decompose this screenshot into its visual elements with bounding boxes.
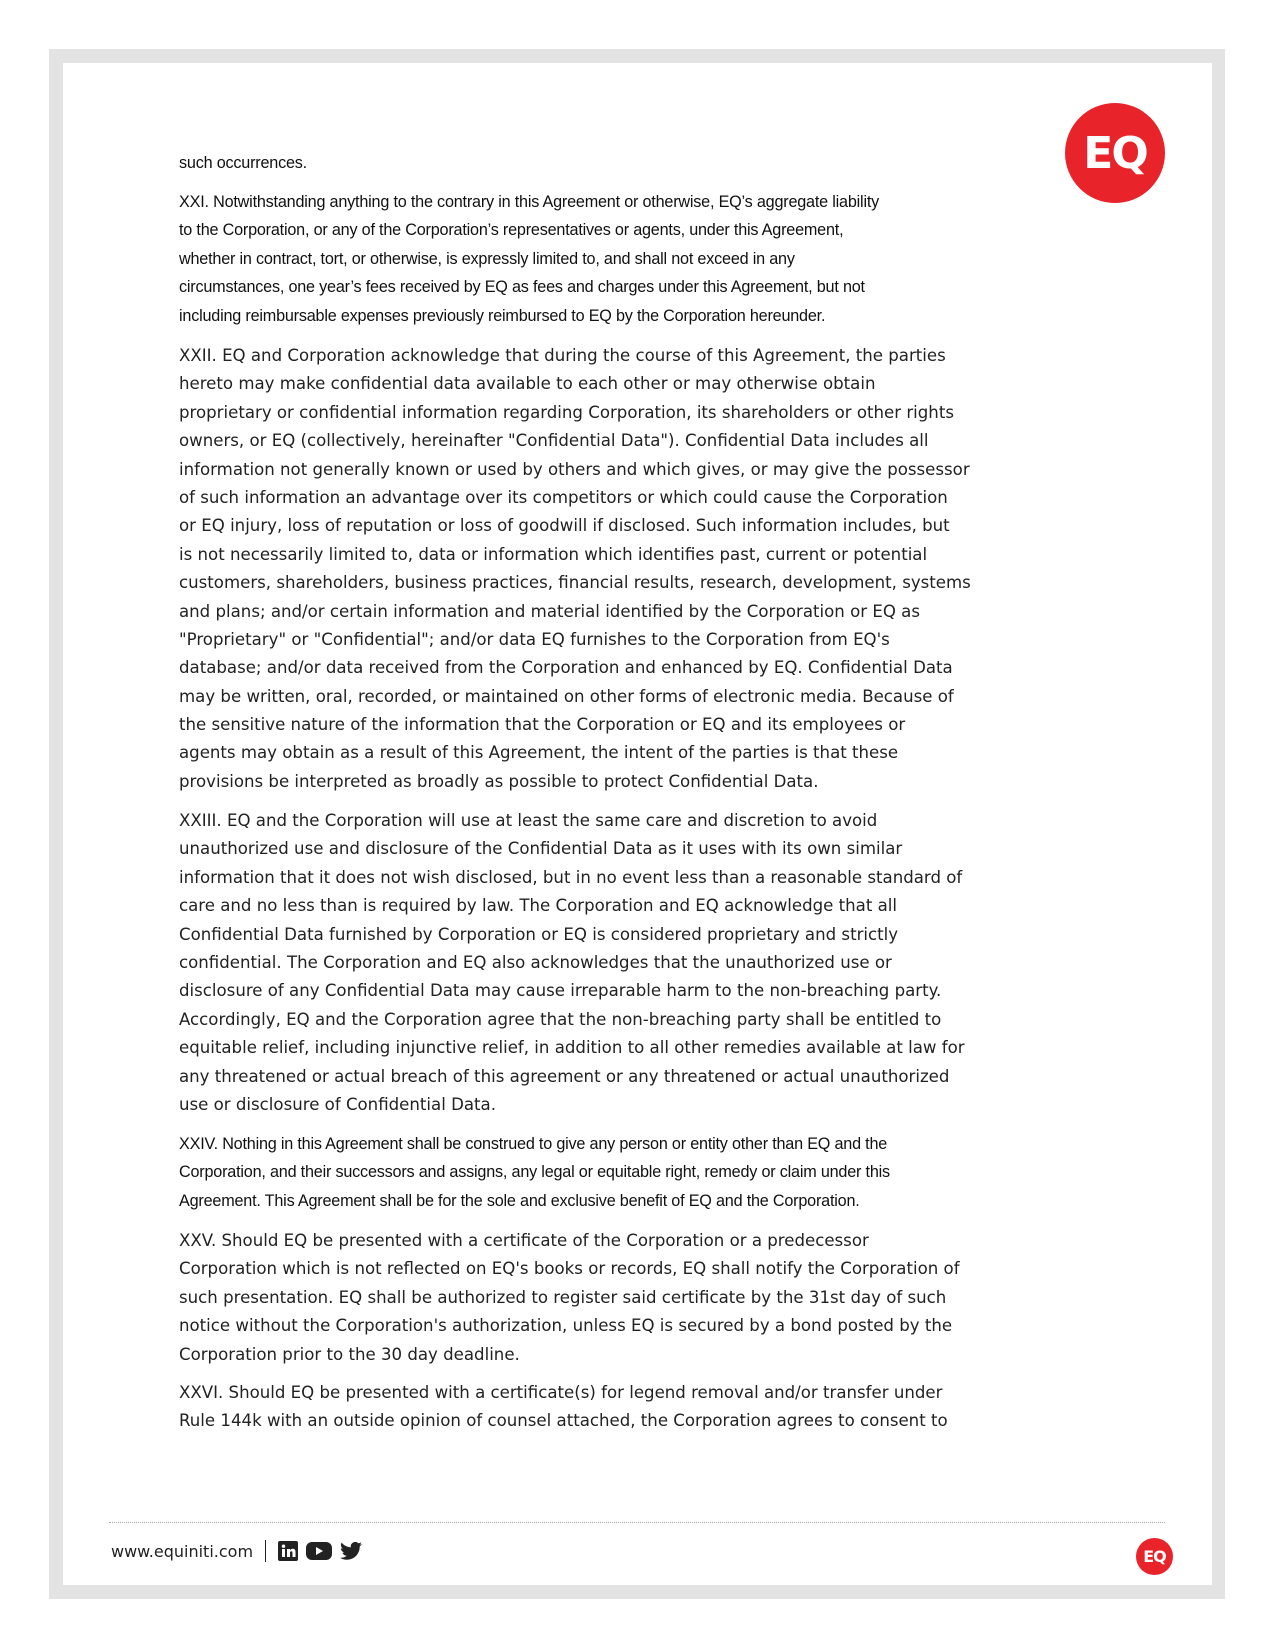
paragraph-line: hereto may make confidential data available to each other or may otherwise obtain — [179, 374, 876, 394]
paragraph-line: information not generally known or used by others and which gives, or may give the possessor — [179, 459, 970, 479]
paragraph-line: and plans; and/or certain information and material identified by the Corporation or EQ as — [179, 601, 920, 621]
twitter-icon[interactable] — [340, 1541, 362, 1561]
paragraph-line: XXIII. EQ and the Corporation will use at least the same care and discretion to avoid — [179, 811, 878, 830]
paragraph — [179, 188, 1079, 330]
paragraph-line: Accordingly, EQ and the Corporation agree that the non-breaching party shall be entitled to — [179, 1009, 942, 1029]
footer-divider — [109, 1522, 1165, 1523]
paragraph-line: to the Corporation, or any of the Corporation’s representatives or agents, under this Agreement, — [179, 221, 844, 240]
paragraph-line: circumstances, one year’s fees received by EQ as fees and charges under this Agreement, but not — [179, 278, 865, 297]
paragraph-line: of such information an advantage over its competitors or which could cause the Corporation — [179, 487, 948, 507]
paragraph-line: XXII. EQ and Corporation acknowledge that during the course of this Agreement, the parties — [179, 346, 946, 365]
youtube-icon[interactable] — [306, 1541, 332, 1561]
paragraph-line: XXIV. Nothing in this Agreement shall be construed to give any person or entity other than EQ and the — [179, 1135, 888, 1153]
paragraph-line: Corporation, and their successors and assigns, any legal or equitable right, remedy or claim under this — [179, 1163, 890, 1182]
paragraph-line: confidential. The Corporation and EQ also acknowledges that the unauthorized use or — [179, 952, 892, 972]
paragraph-line: any threatened or actual breach of this agreement or any threatened or actual unauthorized — [179, 1066, 950, 1086]
paragraph-line: customers, shareholders, business practices, financial results, research, development, systems — [179, 573, 971, 593]
paragraph-line: may be written, oral, recorded, or maintained on other forms of electronic media. Because of — [179, 686, 954, 706]
eq-logo: EQ — [1065, 103, 1165, 203]
paragraph-line: care and no less than is required by law. The Corporation and EQ acknowledge that all — [179, 896, 897, 916]
paragraph-line: agents may obtain as a result of this Agreement, the intent of the parties is that these — [179, 743, 899, 763]
paragraph-line: XXI. Notwithstanding anything to the contrary in this Agreement or otherwise, EQ’s aggregate liability — [179, 193, 880, 211]
paragraph-line: notice without the Corporation's authorization, unless EQ is secured by a bond posted by the — [179, 1316, 953, 1336]
paragraph-line: use or disclosure of Confidential Data. — [179, 1094, 496, 1114]
footer-separator — [265, 1540, 266, 1562]
eq-footer-logo: EQ — [1136, 1538, 1173, 1575]
paragraph — [179, 342, 1079, 796]
footer — [111, 1540, 362, 1562]
paragraph-line: XXV. Should EQ be presented with a certificate of the Corporation or a predecessor — [179, 1231, 869, 1250]
paragraph-line: Agreement. This Agreement shall be for the sole and exclusive benefit of EQ and the Corporation. — [179, 1191, 860, 1210]
paragraph-line: Rule 144k with an outside opinion of counsel attached, the Corporation agrees to consent to — [179, 1411, 948, 1431]
paragraph-line: information that it does not wish disclosed, but in no event less than a reasonable standard of — [179, 867, 963, 887]
paragraph-line: Confidential Data furnished by Corporation or EQ is considered proprietary and strictly — [179, 924, 899, 944]
paragraph — [179, 149, 1079, 177]
paragraph-line: proprietary or confidential information regarding Corporation, its shareholders or other rights — [179, 402, 954, 422]
paragraph-line: is not necessarily limited to, data or information which identifies past, current or potential — [179, 544, 928, 564]
paragraph-line: or EQ injury, loss of reputation or loss of goodwill if disclosed. Such information includes, but — [179, 516, 950, 536]
paragraph-line: XXVI. Should EQ be presented with a certificate(s) for legend removal and/or transfer under — [179, 1383, 943, 1402]
paragraph-line: "Proprietary" or "Confidential"; and/or data EQ furnishes to the Corporation from EQ's — [179, 629, 890, 649]
paragraph-line: owners, or EQ (collectively, hereinafter "Confidential Data"). Confidential Data includes all — [179, 431, 929, 451]
linkedin-icon[interactable] — [278, 1541, 298, 1561]
paragraph-line: disclosure of any Confidential Data may cause irreparable harm to the non-breaching party. — [179, 981, 942, 1001]
paragraph-line: equitable relief, including injunctive relief, in addition to all other remedies available at law for — [179, 1038, 965, 1058]
paragraph-line: the sensitive nature of the information that the Corporation or EQ and its employees or — [179, 715, 906, 735]
paragraph-line: such presentation. EQ shall be authorized to register said certificate by the 31st day of such — [179, 1287, 947, 1307]
paragraph-line: Corporation prior to the 30 day deadline. — [179, 1344, 520, 1364]
paragraph-line: database; and/or data received from the Corporation and enhanced by EQ. Confidential Data — [179, 658, 953, 678]
paragraph-line: such occurrences. — [179, 154, 307, 172]
paragraph — [179, 1130, 1079, 1215]
paragraph-line: provisions be interpreted as broadly as possible to protect Confidential Data. — [179, 771, 819, 791]
paragraph — [179, 807, 1079, 1119]
website-link[interactable]: www.equiniti.com — [111, 1541, 254, 1561]
paragraph-line: including reimbursable expenses previously reimbursed to EQ by the Corporation hereunder. — [179, 306, 826, 325]
paragraph-line: whether in contract, tort, or otherwise, is expressly limited to, and shall not exceed in any — [179, 249, 795, 268]
paragraph — [179, 1379, 1079, 1436]
paragraph — [179, 1227, 1079, 1369]
paragraph-line: unauthorized use and disclosure of the Confidential Data as it uses with its own similar — [179, 839, 903, 859]
paragraph-line: Corporation which is not reflected on EQ's books or records, EQ shall notify the Corporation of — [179, 1259, 960, 1279]
